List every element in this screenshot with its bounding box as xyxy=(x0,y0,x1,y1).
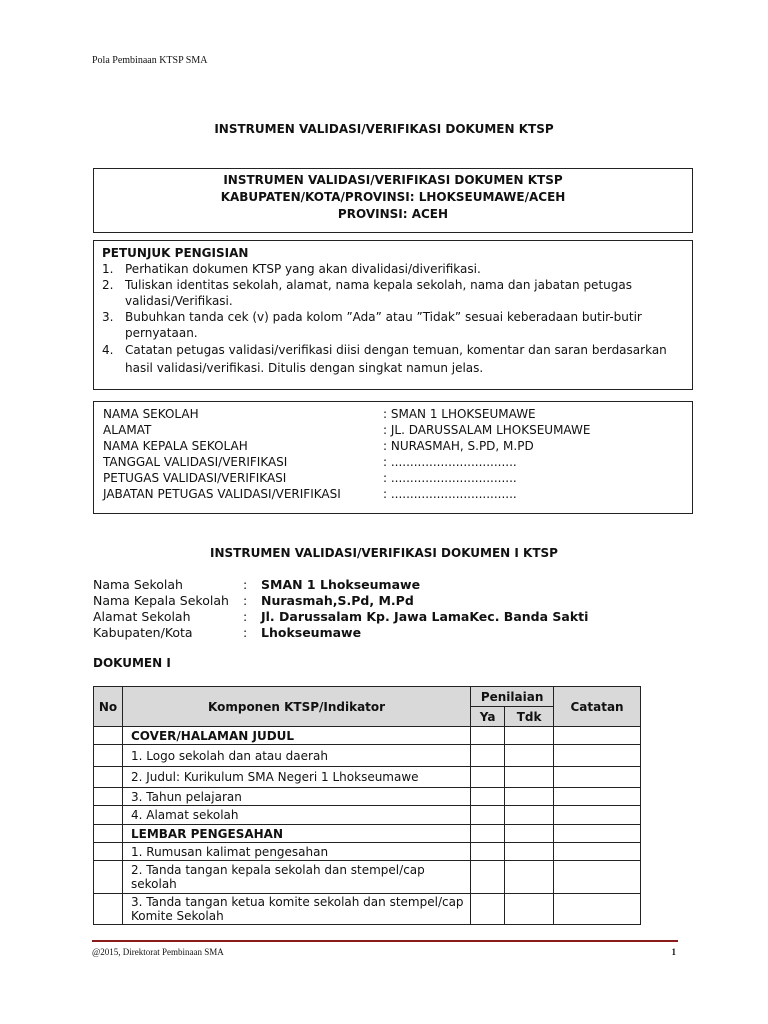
header-catatan: Catatan xyxy=(554,687,641,727)
instruction-item xyxy=(102,309,684,341)
instruction-number: 2. xyxy=(102,278,114,292)
instruction-item xyxy=(102,277,684,309)
instructions-heading: PETUNJUK PENGISIAN xyxy=(102,246,249,260)
cell-ya[interactable] xyxy=(471,843,505,861)
instruction-item xyxy=(102,261,684,277)
school-info-value: SMAN 1 Lhokseumawe xyxy=(261,577,421,592)
cell-tdk[interactable] xyxy=(505,806,554,825)
cell-catatan[interactable] xyxy=(554,745,641,767)
school-info-value: Lhokseumawe xyxy=(261,625,362,640)
identity-value: : ................................. xyxy=(383,455,517,469)
identity-row xyxy=(103,422,683,438)
indicator-cell xyxy=(122,745,470,767)
identity-label: NAMA SEKOLAH xyxy=(103,407,199,421)
instruction-item xyxy=(102,341,684,377)
table-row xyxy=(94,806,641,825)
table-row xyxy=(94,767,641,788)
cell-ya[interactable] xyxy=(471,806,505,825)
identity-row xyxy=(103,406,683,422)
indicator-number: 2. xyxy=(130,863,143,877)
cell-tdk[interactable] xyxy=(505,745,554,767)
cell-no xyxy=(94,894,123,925)
header-penilaian: Penilaian xyxy=(471,687,554,707)
cell-tdk[interactable] xyxy=(505,843,554,861)
indicator-cell xyxy=(122,894,470,925)
indicator-cell xyxy=(122,861,470,894)
identity-label: ALAMAT xyxy=(103,423,152,437)
identity-row xyxy=(103,438,683,454)
table-section-row xyxy=(94,727,641,745)
cell-catatan[interactable] xyxy=(554,843,641,861)
indicator-text: Alamat sekolah xyxy=(146,808,239,822)
cell-tdk[interactable] xyxy=(505,861,554,894)
indicator-cell xyxy=(122,806,470,825)
indicator-cell xyxy=(122,788,470,806)
header-ya: Ya xyxy=(471,707,505,727)
identity-label: PETUGAS VALIDASI/VERIFIKASI xyxy=(103,471,287,485)
identity-box xyxy=(93,401,693,514)
school-info-key: Nama Kepala Sekolah xyxy=(93,593,229,608)
header-no: No xyxy=(94,687,123,727)
school-info-colon: : xyxy=(243,577,248,592)
instruction-text: Tuliskan identitas sekolah, alamat, nama kepala sekolah, nama dan jabatan petugas validasi/Verifikasi. xyxy=(125,278,632,308)
table-row xyxy=(94,861,641,894)
identity-value: : ................................. xyxy=(383,487,517,501)
cell-ya[interactable] xyxy=(471,788,505,806)
identity-row xyxy=(103,470,683,486)
cell-catatan[interactable] xyxy=(554,806,641,825)
identity-value: : NURASMAH, S.PD, M.PD xyxy=(383,439,534,453)
identity-label: JABATAN PETUGAS VALIDASI/VERIFIKASI xyxy=(103,487,341,501)
identity-value: : ................................. xyxy=(383,471,517,485)
school-info-value: Nurasmah,S.Pd, M.Pd xyxy=(261,593,414,608)
school-info-row xyxy=(93,577,588,593)
cell-no xyxy=(94,843,123,861)
school-info-row xyxy=(93,609,588,625)
section-heading: COVER/HALAMAN JUDUL xyxy=(122,727,470,745)
cell-catatan[interactable] xyxy=(554,788,641,806)
indicator-cell xyxy=(122,843,470,861)
school-info-colon: : xyxy=(243,625,248,640)
school-info xyxy=(93,577,588,641)
header-tdk: Tdk xyxy=(505,707,554,727)
cell-no xyxy=(94,825,123,843)
indicator-text: Logo sekolah dan atau daerah xyxy=(146,748,328,763)
cell-no xyxy=(94,745,123,767)
instruction-text: Perhatikan dokumen KTSP yang akan divalidasi/diverifikasi. xyxy=(125,262,481,276)
page-title: INSTRUMEN VALIDASI/VERIFIKASI DOKUMEN KTSP xyxy=(214,122,554,136)
table-row xyxy=(94,745,641,767)
school-info-key: Kabupaten/Kota xyxy=(93,625,193,640)
instruction-number: 1. xyxy=(102,262,114,276)
indicator-text: Tanda tangan ketua komite sekolah dan stempel/cap Komite Sekolah xyxy=(130,895,464,923)
cell-catatan[interactable] xyxy=(554,894,641,925)
identity-label: NAMA KEPALA SEKOLAH xyxy=(103,439,248,453)
school-info-row xyxy=(93,625,588,641)
cell-no xyxy=(94,727,123,745)
identity-row xyxy=(103,454,683,470)
title-box-line-2: KABUPATEN/KOTA/PROVINSI: LHOKSEUMAWE/ACEH xyxy=(220,190,566,204)
cell-catatan[interactable] xyxy=(554,825,641,843)
running-head: Pola Pembinaan KTSP SMA xyxy=(92,55,208,66)
identity-value: : SMAN 1 LHOKSEUMAWE xyxy=(383,407,536,421)
cell-catatan[interactable] xyxy=(554,861,641,894)
page-number: 1 xyxy=(671,947,676,957)
instructions-list xyxy=(102,261,684,377)
cell-catatan[interactable] xyxy=(554,727,641,745)
indicator-number: 2. xyxy=(130,770,143,784)
instruction-text: Bubuhkan tanda cek (v) pada kolom ”Ada” atau ”Tidak” sesuai keberadaan butir-butir pernyataan. xyxy=(125,310,642,340)
cell-tdk[interactable] xyxy=(505,767,554,788)
section-title: INSTRUMEN VALIDASI/VERIFIKASI DOKUMEN I KTSP xyxy=(210,546,558,560)
table-section-row xyxy=(94,825,641,843)
school-info-key: Alamat Sekolah xyxy=(93,609,191,624)
cell-tdk[interactable] xyxy=(505,727,554,745)
indicator-text: Rumusan kalimat pengesahan xyxy=(146,844,329,859)
identity-label: TANGGAL VALIDASI/VERIFIKASI xyxy=(103,455,288,469)
footer-divider xyxy=(92,940,678,942)
table-row xyxy=(94,894,641,925)
indicator-number: 3. xyxy=(130,789,143,804)
cell-no xyxy=(94,806,123,825)
cell-no xyxy=(94,767,123,788)
indicator-number: 1. xyxy=(130,844,143,859)
indicator-text: Tanda tangan kepala sekolah dan stempel/cap sekolah xyxy=(130,863,425,891)
school-info-key: Nama Sekolah xyxy=(93,577,183,592)
cell-no xyxy=(94,861,123,894)
school-info-value: Jl. Darussalam Kp. Jawa LamaKec. Banda Sakti xyxy=(261,609,589,624)
identity-row xyxy=(103,486,683,502)
identity-value: : JL. DARUSSALAM LHOKSEUMAWE xyxy=(383,423,591,437)
footer-text: @2015, Direktorat Pembinaan SMA xyxy=(92,947,224,957)
table-row xyxy=(94,788,641,806)
school-info-colon: : xyxy=(243,593,248,608)
cell-ya[interactable] xyxy=(471,825,505,843)
cell-ya[interactable] xyxy=(471,745,505,767)
indicator-number: 4. xyxy=(130,808,143,822)
indicator-number: 1. xyxy=(130,748,143,763)
cell-tdk[interactable] xyxy=(505,788,554,806)
table-row xyxy=(94,843,641,861)
cell-ya[interactable] xyxy=(471,861,505,894)
header-component: Komponen KTSP/Indikator xyxy=(122,687,470,727)
instructions-box xyxy=(93,240,693,390)
cell-ya[interactable] xyxy=(471,767,505,788)
indicator-text: Judul: Kurikulum SMA Negeri 1 Lhokseumawe xyxy=(146,770,419,784)
school-info-colon: : xyxy=(243,609,248,624)
title-box-line-1: INSTRUMEN VALIDASI/VERIFIKASI DOKUMEN KTSP xyxy=(223,173,563,187)
document-label: DOKUMEN I xyxy=(93,656,171,670)
instruction-number: 3. xyxy=(102,310,114,324)
section-heading: LEMBAR PENGESAHAN xyxy=(122,825,470,843)
indicator-cell xyxy=(122,767,470,788)
cell-tdk[interactable] xyxy=(505,894,554,925)
school-info-row xyxy=(93,593,588,609)
cell-no xyxy=(94,788,123,806)
instruction-text: Catatan petugas validasi/verifikasi diisi dengan temuan, komentar dan saran berdasarkan hasil validasi/verifikasi. Ditulis dengan singkat namun jelas. xyxy=(125,343,667,375)
title-box xyxy=(93,168,693,233)
cell-ya[interactable] xyxy=(471,894,505,925)
cell-ya[interactable] xyxy=(471,727,505,745)
instruction-number: 4. xyxy=(102,343,114,357)
validation-table xyxy=(93,686,641,925)
title-box-line-3: PROVINSI: ACEH xyxy=(337,207,449,221)
indicator-number: 3. xyxy=(130,895,143,909)
indicator-text: Tahun pelajaran xyxy=(146,789,242,804)
cell-catatan[interactable] xyxy=(554,767,641,788)
cell-tdk[interactable] xyxy=(505,825,554,843)
